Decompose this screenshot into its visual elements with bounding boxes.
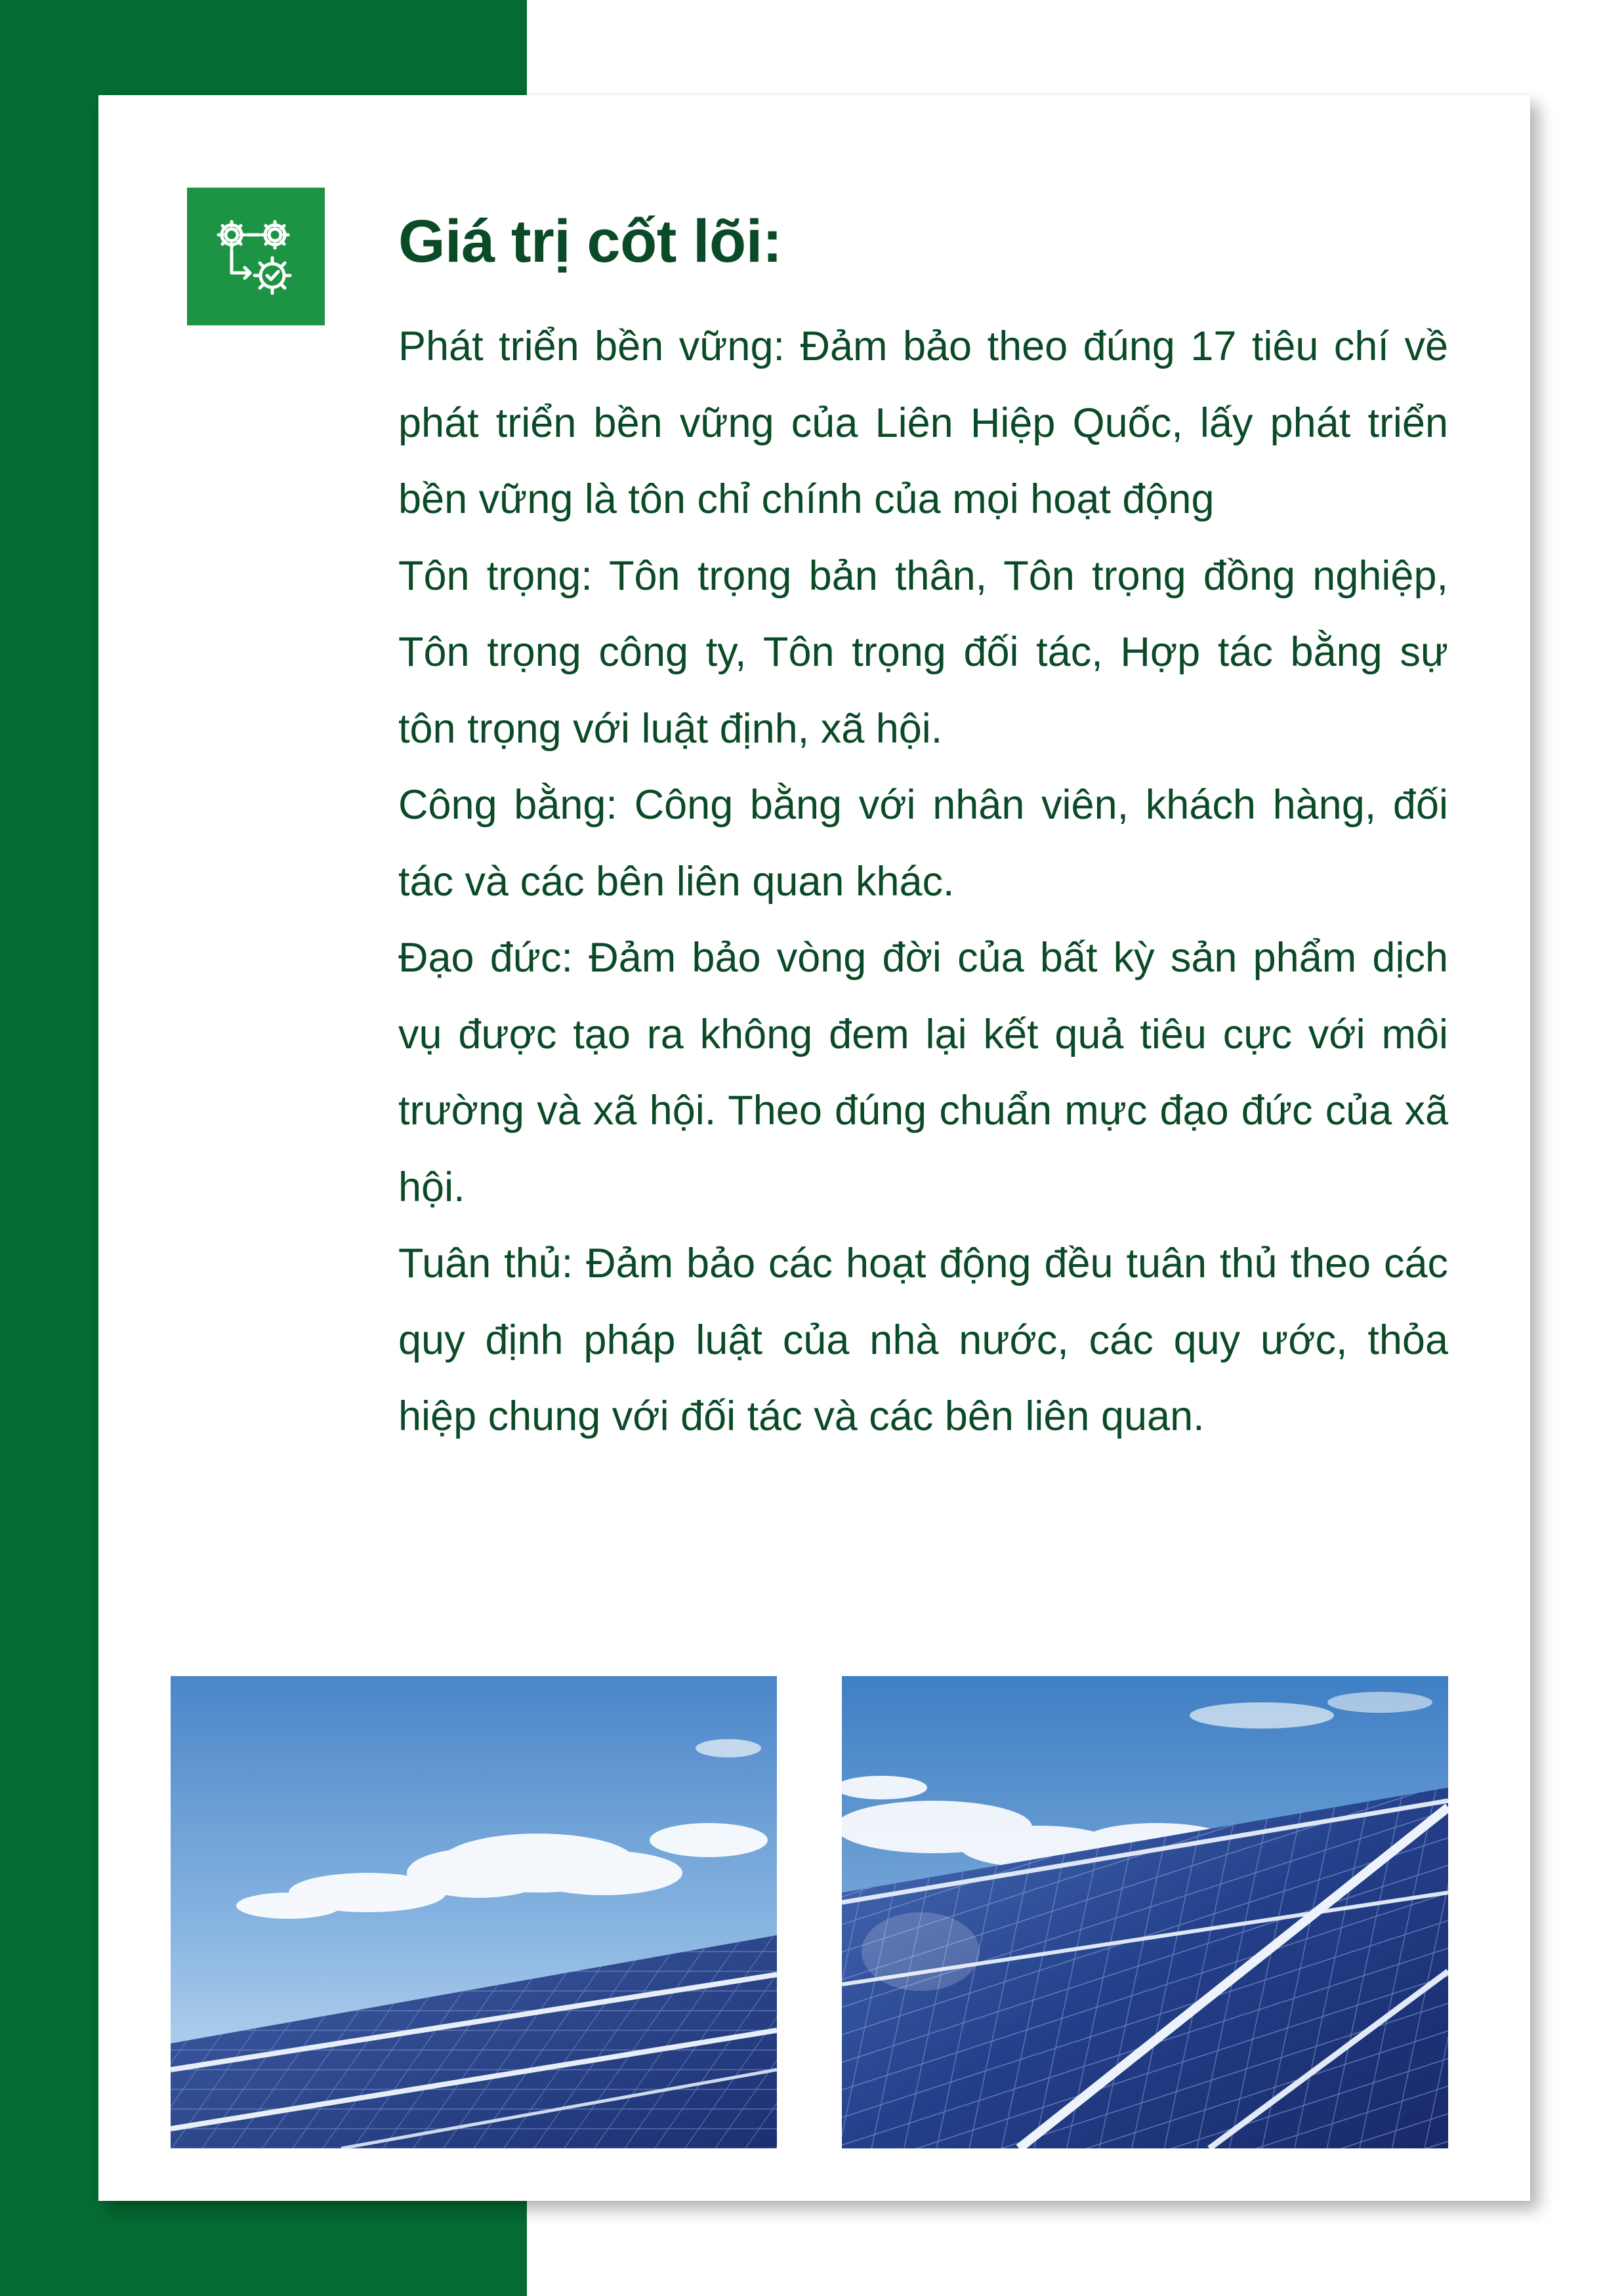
core-values-icon-box [187,188,325,325]
value-ethics: Đạo đức: Đảm bảo vòng đời của bất kỳ sản phẩm dịch vụ được tạo ra không đem lại kết quả tiêu cực với môi trường và xã hội. Theo đúng chuẩn mực đạo đức của xã hội. [398,935,1448,1210]
page-title: Giá trị cốt lõi: [398,208,782,275]
solar-panels-photo-left [171,1676,777,2148]
value-respect: Tôn trọng: Tôn trọng bản thân, Tôn trọng đồng nghiệp, Tôn trọng công ty, Tôn trọng đối tác, Hợp tác bằng sự tôn trọng với luật định, xã hội. [398,552,1448,752]
value-sustainable-development: Phát triển bền vững: Đảm bảo theo đúng 17 tiêu chí về phát triển bền vững của Liên Hiệp Quốc, lấy phát triển bền vững là tôn chỉ chính của mọi hoạt động [398,323,1448,522]
value-fairness: Công bằng: Công bằng với nhân viên, khách hàng, đối tác và các bên liên quan khác. [398,782,1448,905]
gears-process-check-icon [207,207,305,306]
solar-panels-photo-right [842,1676,1448,2148]
value-compliance: Tuân thủ: Đảm bảo các hoạt động đều tuân thủ theo các quy định pháp luật của nhà nước, các quy ước, thỏa hiệp chung với đối tác và các bên liên quan. [398,1240,1448,1439]
core-values-body [398,308,1448,1455]
